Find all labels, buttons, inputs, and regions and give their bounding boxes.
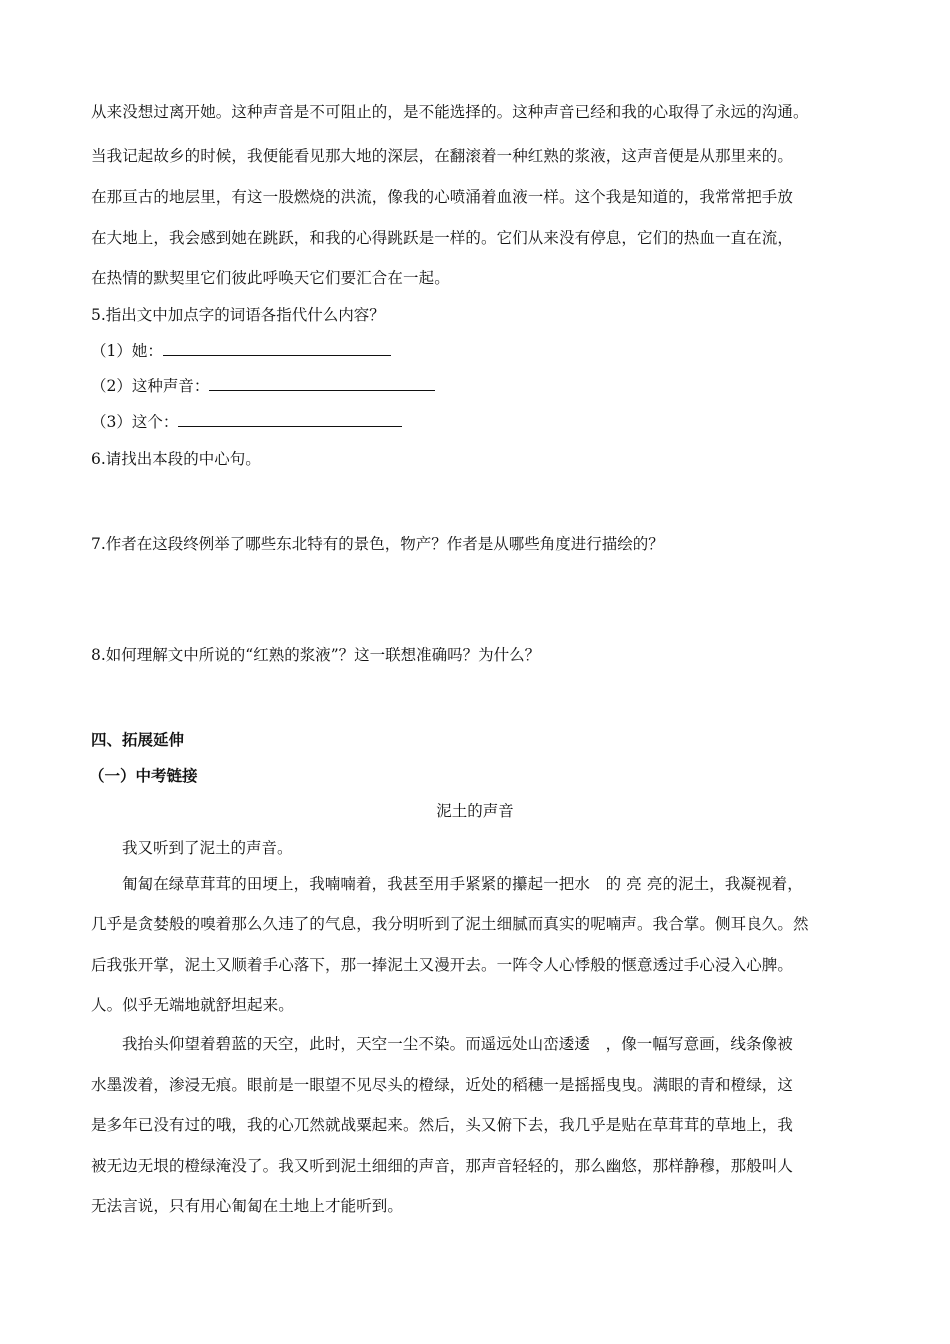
q5-item-1: [91, 341, 391, 361]
q5-item-label: （1）她：: [91, 342, 163, 360]
q5-item-2: [91, 376, 435, 396]
q5-item-3: [91, 412, 402, 432]
article-line: 被无边无垠的橙绿淹没了。我又听到泥土细细的声音，那声音轻轻的，那么幽悠，那样静穆，那般叫人: [91, 1157, 794, 1175]
article-line: 匍匐在绿草茸茸的田埂上，我喃喃着，我甚至用手紧紧的攥起一把水 的 亮 亮的泥土，我凝视着，: [122, 875, 803, 893]
q5-item-label: （2）这种声音：: [91, 377, 210, 395]
question-6: 6.请找出本段的中心句。: [91, 450, 261, 468]
article-line: 几乎是贪婪般的嗅着那么久违了的气息，我分明听到了泥土细腻而真实的呢喃声。我合掌。侧耳良久。然: [91, 915, 809, 933]
passage-line: 在热情的默契里它们彼此呼唤天它们要汇合在一起。: [91, 269, 450, 287]
article-line: 水墨泼着，渗浸无痕。眼前是一眼望不见尽头的橙绿，近处的稻穗一是摇摇曳曳。满眼的青和橙绿，这: [91, 1076, 794, 1094]
section-heading: 四、拓展延伸: [91, 730, 185, 749]
subsection-heading: （一）中考链接: [89, 766, 198, 785]
passage-line: 在那亘古的地层里，有这一股燃烧的洪流，像我的心喷涌着血液一样。这个我是知道的，我常常把手放: [91, 188, 794, 206]
article-line: 我抬头仰望着碧蓝的天空，此时，天空一尘不染。而遥远处山峦逶逶 ，像一幅写意画，线条像被: [122, 1035, 793, 1053]
article-title: 泥土的声音: [436, 802, 514, 820]
passage-line: 当我记起故乡的时候，我便能看见那大地的深层，在翻滚着一种红熟的浆液，这声音便是从那里来的。: [91, 147, 794, 165]
answer-blank[interactable]: [178, 412, 402, 427]
passage-line: 从来没想过离开她。这种声音是不可阻止的，是不能选择的。这种声音已经和我的心取得了永远的沟通。: [91, 103, 809, 121]
passage-line: 在大地上，我会感到她在跳跃，和我的心得跳跃是一样的。它们从来没有停息，它们的热血一直在流，: [91, 229, 794, 247]
answer-blank[interactable]: [163, 341, 391, 356]
question-7: 7.作者在这段终例举了哪些东北特有的景色，物产？作者是从哪些角度进行描绘的？: [91, 535, 664, 553]
article-line: 人。似乎无端地就舒坦起来。: [91, 996, 294, 1014]
article-paragraph: 我又听到了泥土的声音。: [122, 839, 293, 857]
article-line: 后我张开掌，泥土又顺着手心落下，那一捧泥土又漫开去。一阵令人心悸般的惬意透过手心浸入心脾。: [91, 956, 794, 974]
q5-item-label: （3）这个：: [91, 413, 179, 431]
article-line: 无法言说，只有用心匍匐在土地上才能听到。: [91, 1197, 404, 1215]
article-line: 是多年已没有过的哦，我的心兀然就战粟起来。然后，头又俯下去，我几乎是贴在草茸茸的草地上，我: [91, 1116, 794, 1134]
answer-blank[interactable]: [209, 376, 435, 391]
question-5: 5.指出文中加点字的词语各指代什么内容？: [91, 306, 385, 324]
question-8: 8.如何理解文中所说的“红熟的浆液”？这一联想准确吗？为什么？: [91, 646, 541, 664]
